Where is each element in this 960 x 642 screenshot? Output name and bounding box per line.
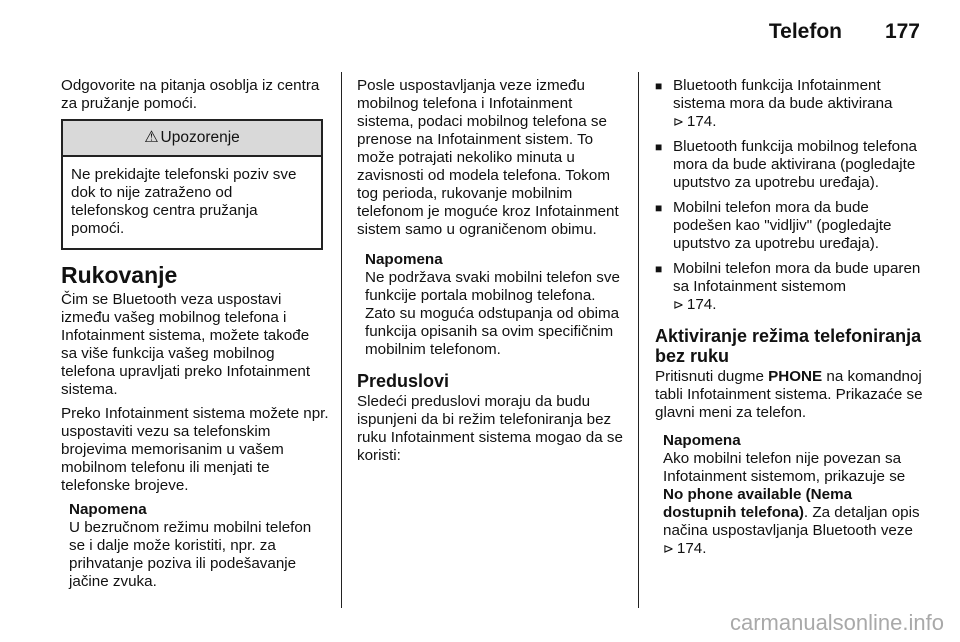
square-bullet-icon: ■ bbox=[655, 262, 663, 276]
note-text: Ne podržava svaki mobilni telefon sve funkcije portala mobilnog telefona. Zato su moguća odstupanja od obima funkcija opisanih sa ovim specifičnim mobilnim telefonom. bbox=[365, 269, 620, 358]
paragraph: Posle uspostavljanja veze između mobilnog telefona i Infotainment sistema, podaci mobilnog telefona se prenose na Infotainment sistem. To može potrajati nekoliko minuta u zavisnosti od modela telefona. Tokom tog perioda, rukovanje mobilnim telefonom je moguće kroz Infotainment sistem samo u ograničenom obimu. bbox=[357, 77, 619, 238]
page-reference-arrow-icon: ⊳ bbox=[673, 297, 684, 312]
intro-paragraph: Odgovorite na pitanja osoblja iz centra za pružanje pomoći. bbox=[61, 77, 320, 112]
note-title: Napomena bbox=[365, 251, 443, 268]
section-heading-preduslovi: Preduslovi bbox=[357, 371, 450, 391]
note-block bbox=[663, 432, 925, 558]
list-item-text: Mobilni telefon mora da bude uparen sa Infotainment sistemom bbox=[673, 260, 921, 295]
note-block bbox=[365, 251, 627, 359]
page-reference-arrow-icon: ⊳ bbox=[673, 114, 684, 129]
column-divider bbox=[341, 72, 342, 608]
paragraph-text: na komandnoj tabli Infotainment sistema. Prikazaće se glavni meni za telefon. bbox=[655, 368, 923, 421]
note-text: U bezručnom režimu mobilni telefon se i dalje može koristiti, npr. za prihvatanje poziva ili podešavanje jačine zvuka. bbox=[69, 519, 312, 590]
no-phone-message: No phone available (Nema dostupnih telefona) bbox=[663, 486, 853, 521]
column-2 bbox=[357, 77, 627, 471]
phone-key-label: PHONE bbox=[768, 368, 823, 385]
page-reference[interactable]: 174. bbox=[686, 296, 717, 313]
requirements-list bbox=[655, 77, 925, 314]
page-reference-arrow-icon: ⊳ bbox=[663, 541, 674, 556]
note-title: Napomena bbox=[663, 432, 741, 449]
warning-header bbox=[63, 121, 321, 157]
list-item bbox=[655, 260, 925, 314]
warning-box bbox=[61, 119, 323, 250]
square-bullet-icon: ■ bbox=[655, 201, 663, 215]
section-heading-aktiviranje: Aktiviranje režima telefoniranja bez ruku bbox=[655, 326, 922, 366]
list-item-text: Bluetooth funkcija mobilnog telefona mora da bude aktivirana (pogledajte uputstvo za upotrebu uređaja). bbox=[673, 138, 918, 191]
page-number: 177 bbox=[884, 20, 920, 43]
column-3 bbox=[655, 77, 925, 564]
watermark: carmanualsonline.info bbox=[729, 610, 944, 635]
paragraph bbox=[655, 368, 925, 422]
paragraph: Čim se Bluetooth veza uspostavi između vašeg mobilnog telefona i Infotainment sistema, možete takođe sa više funkcija vašeg mobilnog telefona upravljati preko Infotainment sistema. bbox=[61, 291, 311, 398]
paragraph: Preko Infotainment sistema možete npr. uspostaviti vezu sa telefonskim brojevima memorisanim u vašem mobilnom telefonu ili menjati te telefonske brojeve. bbox=[61, 405, 329, 494]
warning-title: Upozorenje bbox=[160, 129, 240, 146]
list-item-text: Mobilni telefon mora da bude podešen kao "vidljiv" (pogledajte uputstvo za upotrebu uređaja). bbox=[673, 199, 892, 252]
page-header bbox=[0, 0, 960, 64]
note-title: Napomena bbox=[69, 501, 147, 518]
list-item bbox=[655, 138, 925, 192]
square-bullet-icon: ■ bbox=[655, 79, 663, 93]
note-block bbox=[69, 501, 329, 591]
page-reference[interactable]: 174. bbox=[676, 540, 707, 557]
page-title: Telefon bbox=[768, 20, 842, 43]
page-reference[interactable]: 174. bbox=[686, 113, 717, 130]
list-item-text: Bluetooth funkcija Infotainment sistema mora da bude aktivirana bbox=[673, 77, 893, 112]
note-text-part: Ako mobilni telefon nije povezan sa Infotainment sistemom, prikazuje se bbox=[663, 450, 906, 485]
note-text bbox=[663, 450, 925, 558]
square-bullet-icon: ■ bbox=[655, 140, 663, 154]
list-item bbox=[655, 77, 925, 131]
paragraph-text: Pritisnuti dugme bbox=[655, 368, 764, 385]
section-heading-rukovanje: Rukovanje bbox=[61, 262, 178, 288]
warning-triangle-icon: ⚠ bbox=[144, 129, 159, 146]
paragraph: Sledeći preduslovi moraju da budu ispunjeni da bi režim telefoniranja bez ruku Infotainment sistema mogao da se koristi: bbox=[357, 393, 623, 464]
note-text-part: . Za detaljan opis načina uspostavljanja Bluetooth veze bbox=[663, 504, 920, 539]
column-divider bbox=[638, 72, 639, 608]
column-1 bbox=[61, 77, 329, 597]
list-item bbox=[655, 199, 925, 253]
warning-text: Ne prekidajte telefonski poziv sve dok to nije zatraženo od telefonskog centra pružanja pomoći. bbox=[71, 166, 297, 237]
